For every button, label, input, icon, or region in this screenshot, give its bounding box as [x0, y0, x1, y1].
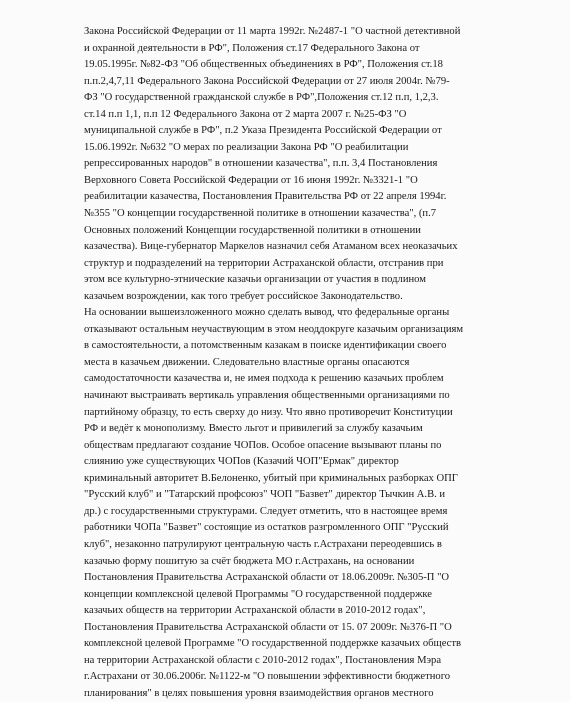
- text-line: п.п.2,4,7,11 Федерального Закона Российской Федерации от 27 июля 2004г. №79-: [84, 75, 450, 87]
- text-line: репрессированных народов" в отношении казачества", п.п. 3,4 Постановления: [84, 158, 438, 170]
- text-line: этом все культурно-этнические казачьи организации от участия в подлином: [84, 274, 426, 286]
- text-line: казачества). Вице-губернатор Маркелов назначил себя Атаманом всех неоказачьих: [84, 241, 458, 253]
- text-line: РФ и ведёт к монополизму. Вместо льгот и привилегий за службу казачьим: [84, 423, 423, 435]
- text-line: др.) с государственными структурами. Следует отметить, что в настоящее время: [84, 505, 448, 517]
- text-line: слиянию уже существующих ЧОПов (Казачий ЧОП"Ермак" директор: [84, 456, 399, 468]
- text-line: места в казачьем движении. Следовательно властные органы опасаются: [84, 356, 410, 368]
- text-line: в самостоятельности, а потомственным казакам в поиске идентификации своего: [84, 340, 447, 352]
- text-line: обществам предлагают создание ЧОПов. Особое опасение вызывают планы по: [84, 439, 442, 451]
- text-line: Основных положений Концепции государственной политики в отношении: [84, 224, 421, 236]
- text-line: ст.14 п.п 1,1, п.п 12 Федерального Закона от 2 марта 2007 г. №25-ФЗ "О: [84, 108, 407, 120]
- text-line: Верховного Совета Российской Федерации от 16 июня 1992г. №3321-1 "О: [84, 174, 418, 186]
- text-line: работники ЧОПа "Базвет" состоящие из остатков разгромленного ОПГ "Русский: [84, 522, 449, 534]
- text-line: начинают выстраивать вертикаль управления общественными организациями по: [84, 390, 450, 402]
- text-line: структур и подразделений на территории Астраханской области, отстранив при: [84, 257, 444, 269]
- text-line: 19.05.1995г. №82-ФЗ "Об общественных объединениях в РФ", Положения ст.18: [84, 59, 443, 71]
- text-line: партийному образцу, то есть сверху до низу. Что явно противоречит Конституции: [84, 406, 453, 418]
- text-line: казачьем возрождении, как того требует российское Законодательство.: [84, 290, 403, 302]
- text-line: казачьих обществ на территории Астраханской области в 2010-2012 годах",: [84, 605, 426, 617]
- document-body: [84, 24, 504, 702]
- text-line: На основании вышеизложенного можно сделать вывод, что федеральные органы: [84, 307, 450, 319]
- text-line: Закона Российской Федерации от 11 марта 1992г. №2487-1 "О частной детективной: [84, 26, 461, 37]
- text-line: реабилитации казачества, Постановления Правительства РФ от 22 апреля 1994г.: [84, 191, 447, 203]
- text-line: г.Астрахани от 30.06.2006г. №1122-м "О повышении эффективности бюджетного: [84, 671, 451, 683]
- text-line: самодостаточности казачества и, не имея подхода к решению казачьих проблем: [84, 373, 444, 385]
- text-line: комплексной целевой Программе "О государственной поддержке казачьих обществ: [84, 638, 462, 650]
- text-line: "Русский клуб" и "Татарский профсоюз" ЧОП "Базвет" директор Тычкин А.В. и: [84, 489, 446, 501]
- text-line: 15.06.1992г. №632 "О мерах по реализации Закона РФ "О реабилитации: [84, 141, 409, 153]
- text-line: концепции комплексной целевой Программы "О государственной поддержке: [84, 588, 432, 600]
- text-line: №355 "О концепции государственной политике в отношении казачества", (п.7: [84, 208, 437, 220]
- text-line: Постановления Правительства Астраханской области от 15. 07 2009г. №376-П "О: [84, 621, 452, 633]
- text-line: ФЗ "О государственной гражданской службе в РФ",Положения ст.12 п.п, 1,2,3.: [84, 92, 439, 104]
- text-line: планирования" в целях повышения уровня взаимодействия органов местного: [84, 687, 434, 699]
- text-line: на территории Астраханской области с 2010-2012 годах", Постановления Мэра: [84, 654, 442, 666]
- text-line: отказывают остальным неучаствующим в этом неоддокруге казачьим организациям: [84, 323, 464, 335]
- text-line: и охранной деятельности в РФ", Положения ст.17 Федерального Закона от: [84, 42, 420, 54]
- text-line: казачью форму пошитую за счёт бюджета МО г.Астрахань, на основании: [84, 555, 415, 567]
- text-line: Постановления Правительства Астраханской области от 18.06.2009г. №305-П "О: [84, 572, 450, 584]
- text-line: клуб", незаконно патрулируют центральную часть г.Астрахани переодевшись в: [84, 538, 442, 550]
- text-line: криминальный авторитет В.Белоненко, убитый при криминальных разборках ОПГ: [84, 472, 458, 484]
- text-line: муниципальной службе в РФ", п.2 Указа Президента Российской Федерации от: [84, 125, 442, 137]
